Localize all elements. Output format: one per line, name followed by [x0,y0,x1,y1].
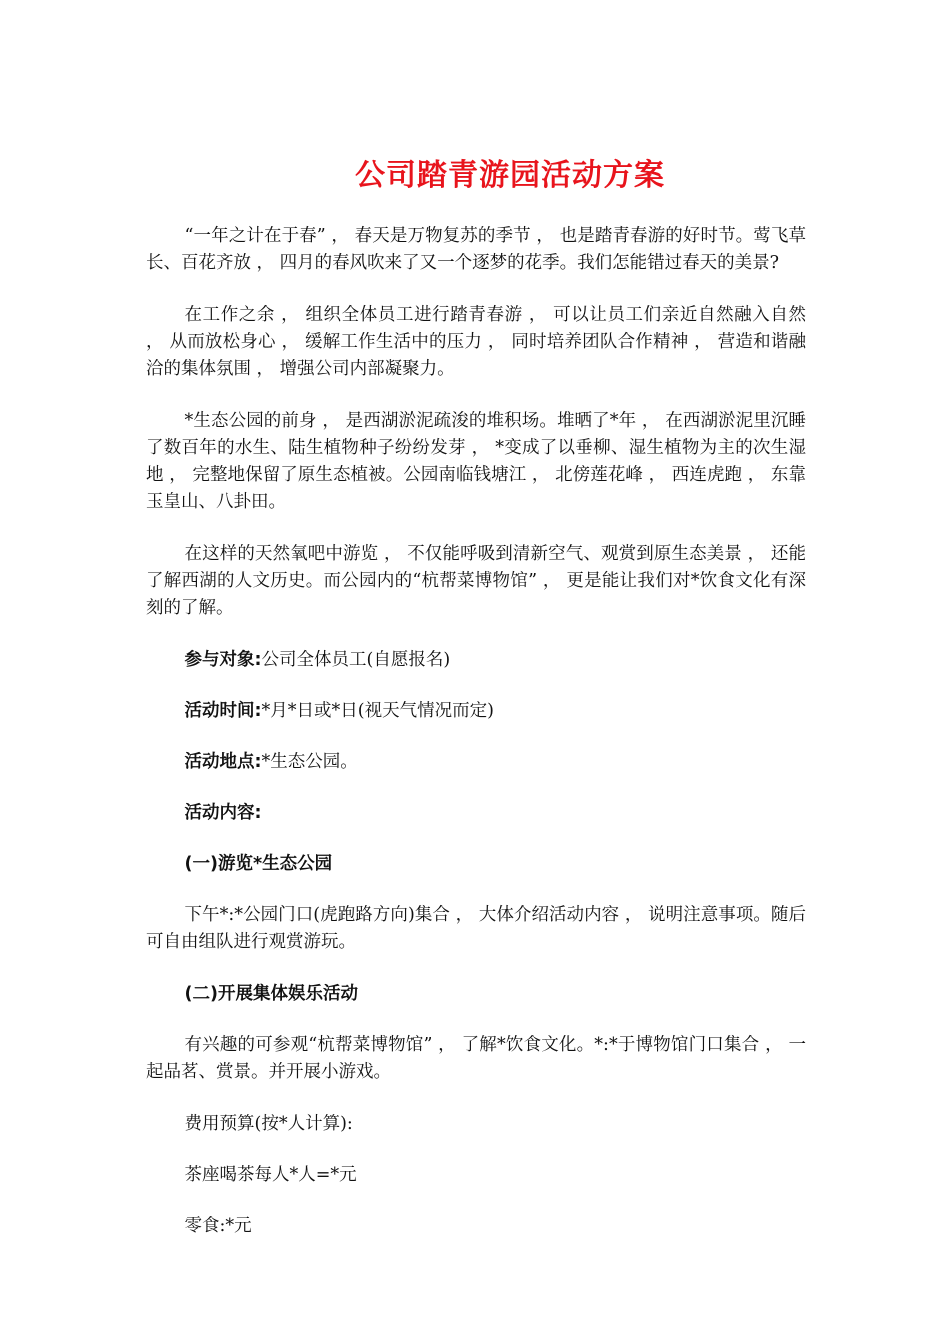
section-two-heading: (二)开展集体娱乐活动 [184,984,358,1004]
place-value: *生态公园。 [261,752,358,772]
participants-value: 公司全体员工(自愿报名) [261,650,451,670]
content-line [146,800,806,827]
participants-line [146,647,806,674]
budget-heading: 费用预算(按*人计算): [184,1114,353,1134]
intro-paragraph: “一年之计在于春” ， 春天是万物复苏的季节 ， 也是踏青春游的好时节。莺飞草长、百花齐放 ， 四月的春风吹来了又一个逐梦的花季。我们怎能错过春天的美景? [146,226,806,273]
park-history-paragraph: *生态公园的前身 ， 是西湖淤泥疏浚的堆积场。堆晒了*年 ， 在西湖淤泥里沉睡了数百年的水生、陆生植物种子纷纷发芽 ， *变成了以垂柳、湿生植物为主的次生湿地 ， 完整地保留了原生态植被。公园南临钱塘江 ， 北傍莲花峰 ， 西连虎跑 ， 东靠玉皇山、八卦田。 [146,411,806,512]
document-title: 公司踏青游园活动方案 [355,158,665,193]
section-two-text: 有兴趣的可参观“杭帮菜博物馆” ， 了解*饮食文化。*:*于博物馆门口集合 ， 一起品茗、赏景。并开展小游戏。 [146,1035,806,1082]
purpose-paragraph: 在工作之余 ， 组织全体员工进行踏青春游 ， 可以让员工们亲近自然融入自然 ， 从而放松身心 ， 缓解工作生活中的压力 ， 同时培养团队合作精神 ， 营造和谐融洽的集体氛围 ， 增强公司内部凝聚力。 [146,305,806,379]
place-line [146,749,806,776]
park-features-paragraph: 在这样的天然氧吧中游览 ， 不仅能呼吸到清新空气、观赏到原生态美景 ， 还能了解西湖的人文历史。而公园内的“杭帮菜博物馆” ， 更是能让我们对*饮食文化有深刻的了解。 [146,544,806,618]
budget-tea: 茶座喝茶每人*人=*元 [184,1165,357,1185]
time-label: 活动时间: [184,701,262,721]
budget-snacks: 零食:*元 [184,1216,252,1236]
time-line [146,698,806,725]
time-value: *月*日或*日(视天气情况而定) [261,701,494,721]
content-label: 活动内容: [184,803,262,823]
section-one-text: 下午*:*公园门口(虎跑路方向)集合 ， 大体介绍活动内容 ， 说明注意事项。随后可自由组队进行观赏游玩。 [146,905,806,952]
document-body [146,223,806,1264]
section-one-heading: (一)游览*生态公园 [184,854,333,874]
participants-label: 参与对象: [184,650,262,670]
place-label: 活动地点: [184,752,262,772]
